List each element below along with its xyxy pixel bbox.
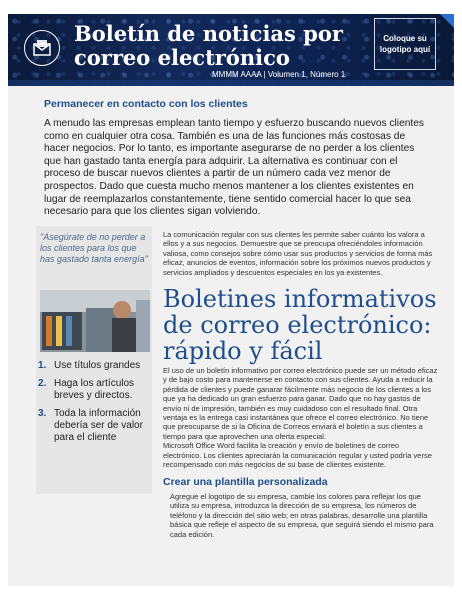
tip-text: Use títulos grandes [54, 360, 141, 371]
issue-meta: MMMM AAAA | Volumen 1, Número 1 [212, 70, 346, 79]
header-accent-strip [8, 80, 454, 86]
corner-fold [440, 14, 454, 28]
logo-placeholder[interactable]: Coloque su logotipo aquí [374, 18, 436, 70]
tip-number: 1. [38, 360, 47, 371]
worker-photo [40, 290, 150, 352]
tip-text: Haga los artículos breves y directos. [54, 378, 135, 401]
newsletter-page [8, 14, 454, 586]
tip-item [38, 408, 150, 444]
tip-item [38, 360, 150, 372]
article-headline: Boletines informativos de correo electrónico: rápido y fácil [163, 285, 437, 365]
mail-icon [24, 30, 60, 66]
tip-item [38, 378, 150, 402]
tips-list [38, 360, 150, 450]
section-heading: Permanecer en contacto con los clientes [44, 98, 248, 110]
body-paragraph: La comunicación regular con sus clientes les permite saber cuánto los valora a ellos y a sus negocios. Demuestre que se preocupa ofreciéndoles información valiosa, como consejos sobre cómo usar sus productos y servicios de forma más eficaz, anuncios de eventos, información sobre los próximos nuevos productos y servicios ampliados y descuentos especiales en los ya existentes. [163, 230, 433, 277]
pull-quote: "Asegúrate de no perder a los clientes para los que has gastado tanta energía" [40, 232, 148, 264]
tip-text: Toda la información debería ser de valor para el cliente [54, 408, 143, 443]
header-banner [8, 14, 454, 86]
subheading: Crear una plantilla personalizada [163, 476, 328, 488]
tip-number: 2. [38, 378, 47, 389]
intro-paragraph: A menudo las empresas emplean tanto tiempo y esfuerzo buscando nuevos clientes como en cualquier otra cosa. También es una de las funciones más costosas de hacer negocios. Por lo tanto, es importante asegurarse de no perder a los clientes que han gastado tanta energía para adquirir. La alternativa es continuar con el proceso de buscar nuevos clientes a partir de un número cada vez menor de prospectos. Dado que cuesta mucho menos mantener a los clientes existentes en lugar de reemplazarlos constantemente, tiene sentido comercial hacer lo que sea necesario para que los clientes sigan volviendo. [44, 118, 424, 218]
newsletter-title: Boletín de noticias por correo electrónico [74, 21, 343, 70]
tip-number: 3. [38, 408, 47, 419]
body-paragraph: El uso de un boletín informativo por correo electrónico puede ser un método eficaz y de bajo costo para mantenerse en contacto con sus clientes. Ayuda a reducir la pérdida de clientes y puede ganarar fácilmente más negocio de los clientes a los que ya ha dedicado un gran esfuerzo para ganar. Dado que no hay gastos de envío ni de impresión, también es muy cuidadoso con el resultado final. Otra ventaja es la entrega casi instantánea que ofrece el correo electrónico. No tiene que preocuparse de si la Oficina de Correos enviará el boletín a sus clientes a tiempo para que aprovechen una oferta especial. Microsoft Office Word facilita la creación y envío de boletines de correo electrónico. Los clientes apreciarán la comunicación regular y usted podría verse recompensado con más negocios de su base de clientes existente. [163, 366, 438, 470]
body-paragraph: Agregue el logotipo de su empresa, cambie los colores para reflejar los que utiliza su empresa, introduzca la dirección de su empresa, los números de teléfono y la dirección del sitio web; en otras palabras, desarrolle una plantilla básica que refleje el aspecto de su empresa, que seguirá siendo el mismo para cada edición. [170, 492, 434, 539]
